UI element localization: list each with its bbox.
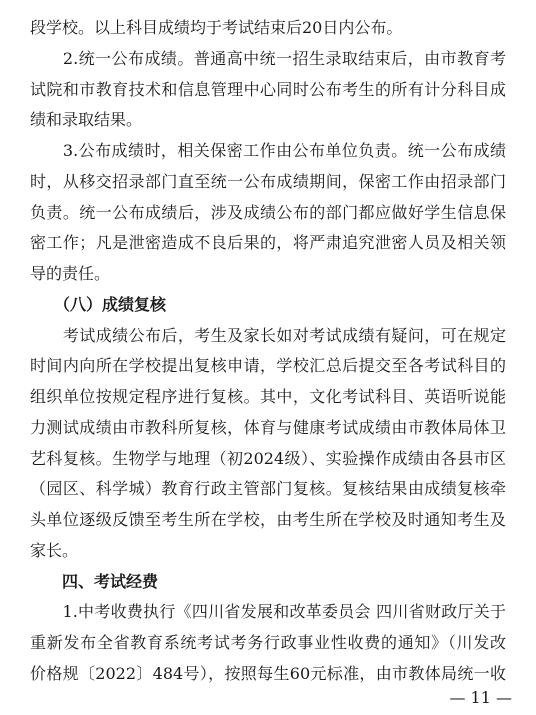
section-heading: （八）成绩复核 xyxy=(30,294,167,314)
paragraph-line: 考试成绩公布后，考生及家长如对考试成绩有疑问，可在规定 xyxy=(30,325,506,345)
paragraph-line: 艺科复核。生物学与地理（初2024级）、实验操作成绩由各县市区 xyxy=(30,448,506,468)
paragraph-line: 组织单位按规定程序进行复核。其中，文化考试科目、英语听说能 xyxy=(30,387,506,407)
paragraph-line: 重新发布全省教育系统考试考务行政事业性收费的通知》（川发改 xyxy=(30,633,506,653)
paragraph-line: 3.公布成绩时，相关保密工作由公布单位负责。统一公布成绩 xyxy=(30,141,506,161)
paragraph-line: 1.中考收费执行《四川省发展和改革委员会 四川省财政厅关于 xyxy=(30,602,506,622)
paragraph-line: 价格规〔2022〕484号），按照每生60元标准，由市教体局统一收 xyxy=(30,664,506,683)
paragraph-line: 导的责任。 xyxy=(30,264,111,284)
paragraph-line: 负责。统一公布成绩后，涉及成绩公布的部门都应做好学生信息保 xyxy=(30,202,506,222)
paragraph-line: 家长。 xyxy=(30,540,79,560)
paragraph-line: 时，从移交招录部门直至统一公布成绩期间，保密工作由招录部门 xyxy=(30,171,506,191)
page-number: — 11 — xyxy=(449,688,512,707)
paragraph-line: 力测试成绩由市教科所复核，体育与健康考试成绩由市教体局体卫 xyxy=(30,417,506,437)
paragraph-line: 段学校。以上科目成绩均于考试结束后20日内公布。 xyxy=(30,18,403,37)
paragraph-line: （园区、科学城）教育行政主管部门复核。复核结果由成绩复核牵 xyxy=(30,479,506,499)
section-heading: 四、考试经费 xyxy=(30,571,159,591)
paragraph-line: 时间内向所在学校提出复核申请，学校汇总后提交至各考试科目的 xyxy=(30,356,506,376)
paragraph-line: 密工作；凡是泄密造成不良后果的，将严肃追究泄密人员及相关领 xyxy=(30,233,506,253)
paragraph-line: 头单位逐级反馈至考生所在学校，由考生所在学校及时通知考生及 xyxy=(30,510,506,530)
paragraph-line: 绩和录取结果。 xyxy=(30,110,143,130)
paragraph-line: 2.统一公布成绩。普通高中统一招生录取结束后，由市教育考 xyxy=(30,48,506,68)
paragraph-line: 试院和市教育技术和信息管理中心同时公布考生的所有计分科目成 xyxy=(30,79,506,99)
